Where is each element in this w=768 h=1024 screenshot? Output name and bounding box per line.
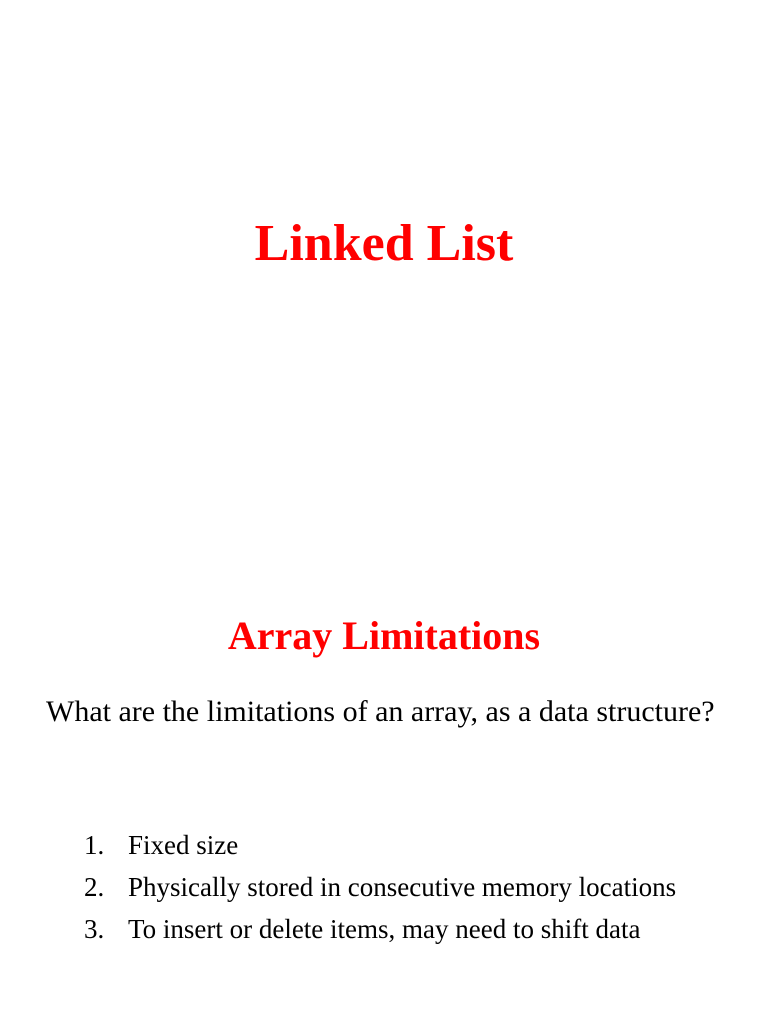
list-item — [84, 908, 676, 950]
list-item-text: To insert or delete items, may need to shift data — [128, 914, 641, 944]
list-item-number: 2. — [84, 872, 105, 902]
list-item-text: Physically stored in consecutive memory locations — [128, 872, 677, 902]
list-item-text: Fixed size — [128, 830, 239, 860]
question-text: What are the limitations of an array, as a data structure? — [46, 695, 715, 728]
slide-title: Linked List — [254, 215, 514, 272]
section-title: Array Limitations — [227, 613, 541, 658]
list-item — [84, 866, 676, 908]
list-item-number: 1. — [84, 830, 105, 860]
limitations-list — [84, 824, 676, 950]
list-item — [84, 824, 676, 866]
list-item-number: 3. — [84, 914, 105, 944]
